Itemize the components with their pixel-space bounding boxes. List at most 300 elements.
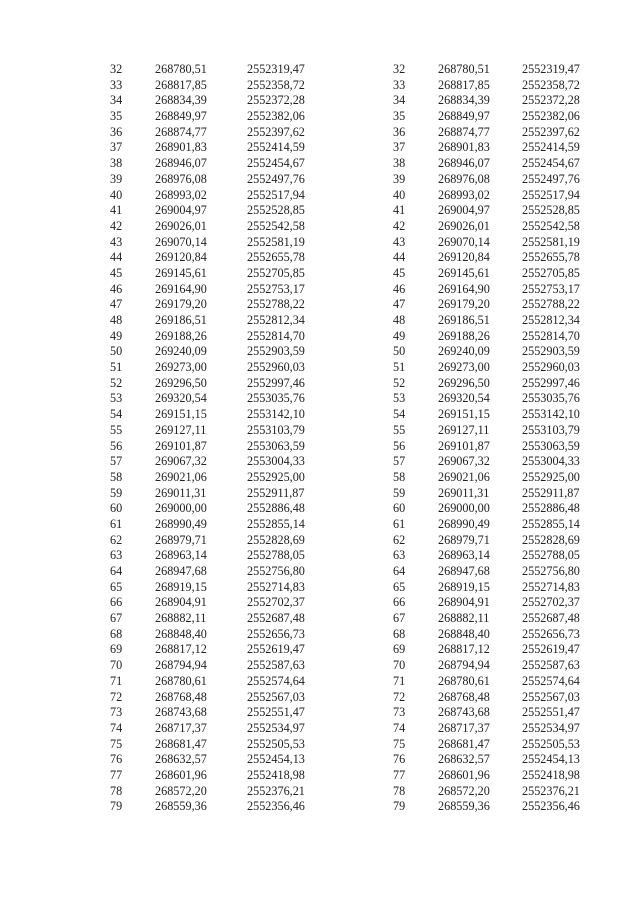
point-number: 33 [393,77,406,92]
point-number: 45 [393,265,406,280]
point-number: 69 [110,642,123,657]
x-coordinate: 268990,49 [155,516,207,531]
point-number: 73 [393,705,406,720]
table-row [393,486,602,502]
y-coordinate: 2553004,33 [247,454,305,469]
table-row [110,580,327,596]
y-coordinate: 2553142,10 [247,407,305,422]
x-coordinate: 268817,12 [438,642,490,657]
point-number: 40 [393,187,406,202]
table-row [393,517,602,533]
point-number: 74 [393,720,406,735]
point-number: 73 [110,705,123,720]
point-number: 38 [110,156,123,171]
x-coordinate: 268919,15 [155,579,207,594]
table-row [393,188,602,204]
table-row [110,627,327,643]
x-coordinate: 268976,08 [438,171,490,186]
x-coordinate: 268834,39 [438,93,490,108]
x-coordinate: 269145,61 [155,265,207,280]
point-number: 35 [110,109,123,124]
y-coordinate: 2552542,58 [247,218,305,233]
x-coordinate: 269021,06 [155,469,207,484]
table-row [393,219,602,235]
table-row [110,266,327,282]
x-coordinate: 269000,00 [155,501,207,516]
y-coordinate: 2552534,97 [247,720,305,735]
point-number: 78 [393,783,406,798]
y-coordinate: 2552705,85 [247,265,305,280]
y-coordinate: 2552358,72 [522,77,580,92]
point-number: 59 [110,485,123,500]
point-number: 46 [393,281,406,296]
x-coordinate: 268882,11 [155,611,207,626]
y-coordinate: 2552960,03 [247,360,305,375]
point-number: 68 [110,626,123,641]
table-row [393,360,602,376]
y-coordinate: 2552925,00 [247,469,305,484]
x-coordinate: 269021,06 [438,469,490,484]
table-row [393,752,602,768]
x-coordinate: 268681,47 [155,736,207,751]
point-number: 67 [393,611,406,626]
point-number: 50 [110,344,123,359]
y-coordinate: 2552911,87 [247,485,305,500]
y-coordinate: 2552454,13 [522,752,580,767]
x-coordinate: 269151,15 [155,407,207,422]
table-row [110,564,327,580]
x-coordinate: 269026,01 [155,218,207,233]
point-number: 64 [110,564,123,578]
table-row [110,250,327,266]
x-coordinate: 269070,14 [438,234,490,249]
table-row [393,721,602,737]
table-row [393,109,602,125]
table-row [110,78,327,94]
point-number: 60 [110,501,123,516]
y-coordinate: 2552581,19 [522,234,580,249]
table-row [393,690,602,706]
table-row [393,172,602,188]
x-coordinate: 268976,08 [155,171,207,186]
y-coordinate: 2552414,59 [247,140,305,155]
x-coordinate: 268559,36 [438,799,490,814]
y-coordinate: 2553035,76 [522,391,580,406]
point-number: 65 [393,579,406,594]
x-coordinate: 268979,71 [155,532,207,547]
x-coordinate: 269179,20 [155,297,207,312]
point-number: 62 [393,532,406,547]
x-coordinate: 268572,20 [155,783,207,798]
y-coordinate: 2552534,97 [522,720,580,735]
table-row [393,250,602,266]
x-coordinate: 268882,11 [438,611,490,626]
table-row [393,140,602,156]
y-coordinate: 2552925,00 [522,469,580,484]
x-coordinate: 269011,31 [155,485,207,500]
x-coordinate: 269320,54 [438,391,490,406]
table-row [110,203,327,219]
table-row [393,548,602,564]
table-row [110,454,327,470]
y-coordinate: 2552418,98 [247,767,305,782]
point-number: 42 [393,218,406,233]
y-coordinate: 2552812,34 [522,313,580,327]
y-coordinate: 2553035,76 [247,391,305,406]
y-coordinate: 2552903,59 [522,344,580,359]
table-row [110,595,327,611]
table-row [110,690,327,706]
x-coordinate: 268780,61 [438,673,490,688]
y-coordinate: 2553004,33 [522,454,580,469]
table-row [393,391,602,407]
table-row [393,125,602,141]
x-coordinate: 269067,32 [155,454,207,469]
point-number: 56 [110,438,123,453]
point-number: 39 [110,171,123,186]
y-coordinate: 2552454,67 [522,156,580,171]
point-number: 47 [393,297,406,312]
y-coordinate: 2552397,62 [247,124,305,139]
table-row [393,235,602,251]
table-row [393,768,602,784]
point-number: 32 [393,62,406,76]
table-row [110,344,327,360]
x-coordinate: 269120,84 [438,250,490,265]
y-coordinate: 2552619,47 [522,642,580,657]
point-number: 51 [393,360,406,375]
point-number: 48 [393,313,406,327]
x-coordinate: 268848,40 [155,626,207,641]
y-coordinate: 2552753,17 [522,281,580,296]
point-number: 55 [393,422,406,437]
x-coordinate: 268849,97 [155,109,207,124]
table-row [110,658,327,674]
point-number: 63 [393,548,406,563]
x-coordinate: 269186,51 [155,313,207,327]
point-number: 49 [110,328,123,343]
point-number: 54 [110,407,123,422]
y-coordinate: 2553103,79 [522,422,580,437]
y-coordinate: 2552356,46 [247,799,305,814]
table-row [393,344,602,360]
point-number: 62 [110,532,123,547]
point-number: 77 [110,767,123,782]
table-row [110,188,327,204]
y-coordinate: 2552397,62 [522,124,580,139]
table-row [110,109,327,125]
y-coordinate: 2552814,70 [522,328,580,343]
y-coordinate: 2552372,28 [522,93,580,108]
y-coordinate: 2552319,47 [522,62,580,76]
table-row [393,705,602,721]
x-coordinate: 268848,40 [438,626,490,641]
point-number: 53 [393,391,406,406]
y-coordinate: 2552655,78 [522,250,580,265]
x-coordinate: 269004,97 [155,203,207,218]
table-row [393,62,602,78]
point-number: 36 [110,124,123,139]
point-number: 50 [393,344,406,359]
table-row [110,156,327,172]
x-coordinate: 268874,77 [155,124,207,139]
x-coordinate: 268947,68 [155,564,207,578]
y-coordinate: 2552567,03 [522,689,580,704]
y-coordinate: 2552542,58 [522,218,580,233]
y-coordinate: 2552960,03 [522,360,580,375]
table-row [110,611,327,627]
table-row [393,642,602,658]
y-coordinate: 2552997,46 [247,375,305,390]
point-number: 58 [110,469,123,484]
y-coordinate: 2552828,69 [247,532,305,547]
y-coordinate: 2552528,85 [247,203,305,218]
x-coordinate: 269186,51 [438,313,490,327]
point-number: 43 [393,234,406,249]
y-coordinate: 2552376,21 [247,783,305,798]
point-number: 55 [110,422,123,437]
table-row [110,391,327,407]
x-coordinate: 269296,50 [155,375,207,390]
y-coordinate: 2552587,63 [522,658,580,673]
y-coordinate: 2552788,22 [522,297,580,312]
y-coordinate: 2552814,70 [247,328,305,343]
y-coordinate: 2552454,13 [247,752,305,767]
x-coordinate: 269320,54 [155,391,207,406]
point-number: 37 [110,140,123,155]
x-coordinate: 268849,97 [438,109,490,124]
point-number: 42 [110,218,123,233]
table-row [393,784,602,800]
x-coordinate: 269164,90 [438,281,490,296]
point-number: 44 [110,250,123,265]
x-coordinate: 269101,87 [438,438,490,453]
point-number: 49 [393,328,406,343]
point-number: 39 [393,171,406,186]
y-coordinate: 2552517,94 [247,187,305,202]
table-row [393,564,602,580]
x-coordinate: 268963,14 [155,548,207,563]
y-coordinate: 2552382,06 [247,109,305,124]
y-coordinate: 2552376,21 [522,783,580,798]
x-coordinate: 269127,11 [155,422,207,437]
point-number: 64 [393,564,406,578]
point-number: 63 [110,548,123,563]
y-coordinate: 2552497,76 [247,171,305,186]
x-coordinate: 268743,68 [438,705,490,720]
x-coordinate: 269145,61 [438,265,490,280]
x-coordinate: 269101,87 [155,438,207,453]
y-coordinate: 2552505,53 [522,736,580,751]
x-coordinate: 269151,15 [438,407,490,422]
point-number: 52 [393,375,406,390]
x-coordinate: 269188,26 [438,328,490,343]
x-coordinate: 268572,20 [438,783,490,798]
table-row [393,282,602,298]
table-row [393,627,602,643]
table-row [110,297,327,313]
table-row [393,501,602,517]
x-coordinate: 268717,37 [155,720,207,735]
table-row [110,721,327,737]
y-coordinate: 2552812,34 [247,313,305,327]
table-row [110,705,327,721]
x-coordinate: 268919,15 [438,579,490,594]
x-coordinate: 268794,94 [438,658,490,673]
point-number: 75 [393,736,406,751]
y-coordinate: 2552753,17 [247,281,305,296]
point-number: 66 [393,595,406,610]
point-number: 37 [393,140,406,155]
y-coordinate: 2552517,94 [522,187,580,202]
y-coordinate: 2552756,80 [522,564,580,578]
point-number: 70 [393,658,406,673]
point-number: 46 [110,281,123,296]
table-row [110,674,327,690]
x-coordinate: 269004,97 [438,203,490,218]
point-number: 72 [393,689,406,704]
point-number: 61 [110,516,123,531]
table-row [393,439,602,455]
table-row [393,266,602,282]
x-coordinate: 268794,94 [155,658,207,673]
x-coordinate: 269240,09 [155,344,207,359]
x-coordinate: 268947,68 [438,564,490,578]
point-number: 76 [393,752,406,767]
table-row [110,752,327,768]
point-number: 69 [393,642,406,657]
point-number: 41 [110,203,123,218]
table-row [110,313,327,329]
table-row [393,313,602,329]
x-coordinate: 269000,00 [438,501,490,516]
point-number: 72 [110,689,123,704]
point-number: 78 [110,783,123,798]
y-coordinate: 2553063,59 [247,438,305,453]
table-row [110,172,327,188]
point-number: 47 [110,297,123,312]
table-row [393,533,602,549]
table-row [393,658,602,674]
x-coordinate: 268681,47 [438,736,490,751]
point-number: 74 [110,720,123,735]
table-row [110,799,327,815]
y-coordinate: 2553103,79 [247,422,305,437]
table-row [393,580,602,596]
x-coordinate: 268780,51 [438,62,490,76]
point-number: 66 [110,595,123,610]
table-row [110,439,327,455]
table-row [110,548,327,564]
table-row [110,282,327,298]
point-number: 48 [110,313,123,327]
table-row [393,93,602,109]
x-coordinate: 269011,31 [438,485,490,500]
table-row [110,93,327,109]
y-coordinate: 2552997,46 [522,375,580,390]
table-row [110,784,327,800]
y-coordinate: 2552505,53 [247,736,305,751]
y-coordinate: 2552687,48 [247,611,305,626]
x-coordinate: 268559,36 [155,799,207,814]
point-number: 65 [110,579,123,594]
x-coordinate: 268743,68 [155,705,207,720]
point-number: 33 [110,77,123,92]
table-row [393,203,602,219]
table-row [393,297,602,313]
x-coordinate: 269188,26 [155,328,207,343]
table-row [393,611,602,627]
table-row [110,219,327,235]
table-row [110,486,327,502]
point-number: 70 [110,658,123,673]
x-coordinate: 268780,61 [155,673,207,688]
y-coordinate: 2552581,19 [247,234,305,249]
point-number: 67 [110,611,123,626]
y-coordinate: 2552788,05 [522,548,580,563]
y-coordinate: 2552454,67 [247,156,305,171]
point-number: 35 [393,109,406,124]
point-number: 60 [393,501,406,516]
table-row [110,501,327,517]
x-coordinate: 268946,07 [155,156,207,171]
y-coordinate: 2552687,48 [522,611,580,626]
table-row [393,454,602,470]
y-coordinate: 2553142,10 [522,407,580,422]
table-row [393,674,602,690]
x-coordinate: 268817,85 [155,77,207,92]
y-coordinate: 2552886,48 [247,501,305,516]
table-row [110,737,327,753]
point-number: 54 [393,407,406,422]
y-coordinate: 2552418,98 [522,767,580,782]
table-row [110,517,327,533]
x-coordinate: 268834,39 [155,93,207,108]
point-number: 79 [393,799,406,814]
table-row [110,125,327,141]
y-coordinate: 2552903,59 [247,344,305,359]
y-coordinate: 2552656,73 [522,626,580,641]
table-row [393,799,602,815]
y-coordinate: 2552702,37 [247,595,305,610]
y-coordinate: 2552497,76 [522,171,580,186]
table-row [393,737,602,753]
point-number: 32 [110,62,123,76]
point-number: 43 [110,234,123,249]
x-coordinate: 269179,20 [438,297,490,312]
x-coordinate: 269296,50 [438,375,490,390]
y-coordinate: 2552828,69 [522,532,580,547]
x-coordinate: 269273,00 [155,360,207,375]
table-row [393,407,602,423]
point-number: 36 [393,124,406,139]
y-coordinate: 2552855,14 [247,516,305,531]
y-coordinate: 2552372,28 [247,93,305,108]
x-coordinate: 269164,90 [155,281,207,296]
table-row [110,470,327,486]
y-coordinate: 2552528,85 [522,203,580,218]
y-coordinate: 2552788,05 [247,548,305,563]
table-row [110,235,327,251]
point-number: 41 [393,203,406,218]
table-row [393,156,602,172]
point-number: 57 [393,454,406,469]
x-coordinate: 268717,37 [438,720,490,735]
point-number: 34 [110,93,123,108]
y-coordinate: 2552382,06 [522,109,580,124]
point-number: 34 [393,93,406,108]
x-coordinate: 269067,32 [438,454,490,469]
